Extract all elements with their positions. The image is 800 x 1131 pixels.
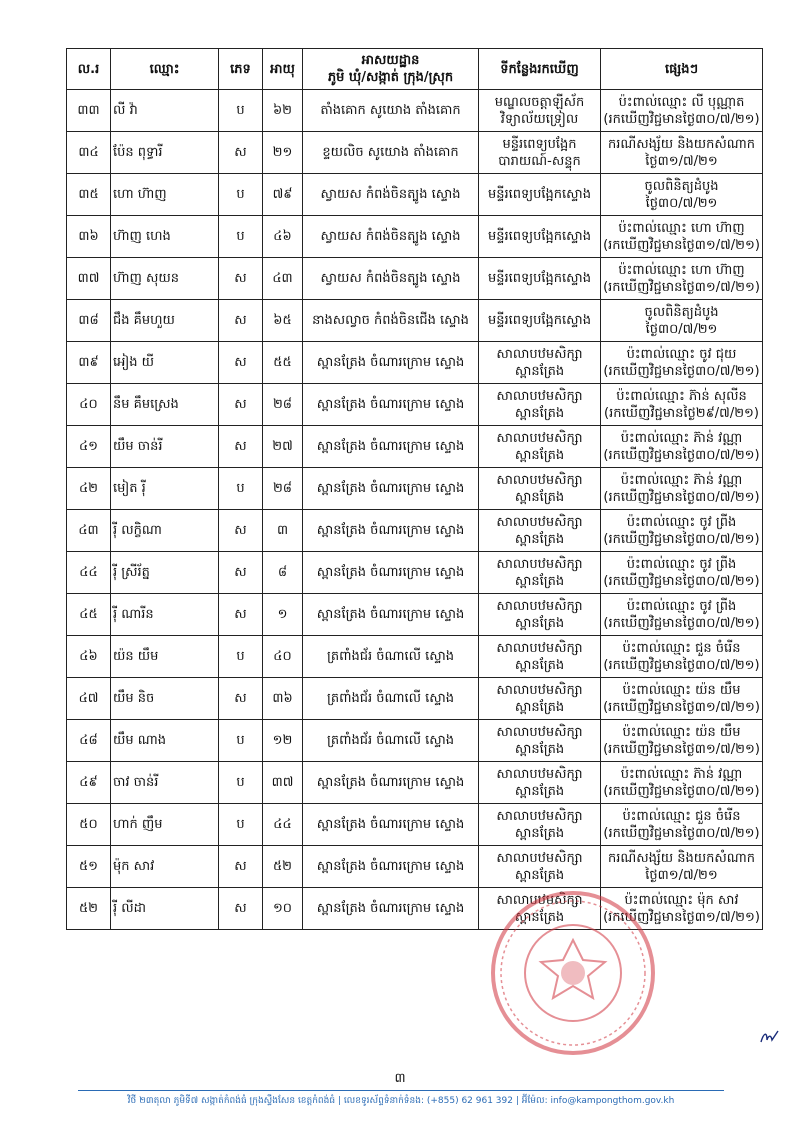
- location-line: ស្ពានត្រែង: [514, 699, 565, 715]
- header-sex: ភេទ: [219, 49, 263, 90]
- note-line: (រកឃើញវិជ្ជមានថ្ងៃ៣១/៧/២១): [603, 741, 760, 757]
- location-line: ស្ពានត្រែង: [514, 783, 565, 799]
- cell-location: [479, 342, 601, 384]
- location-line: ស្ពានត្រែង: [514, 657, 565, 673]
- note-line: (រកឃើញវិជ្ជមានថ្ងៃ៣០/៧/២១): [603, 111, 760, 127]
- official-seal-icon: [488, 888, 658, 1058]
- location-line: មណ្ឌលចត្តាឡីស័ក: [494, 94, 585, 110]
- cell-location: [479, 552, 601, 594]
- cell-name: រ៉ី លក្ខិណា: [111, 510, 219, 552]
- cell-note: [601, 426, 763, 468]
- location-line: សាលាបឋមសិក្សា: [496, 850, 583, 866]
- note-line: ថ្ងៃ៣១/៧/២១: [645, 867, 718, 883]
- cell-address: ស្វាយស កំពង់ចិនត្បូង ស្ទោង: [303, 174, 479, 216]
- cell-address: ត្រពាំងជ័រ ចំណាលើ ស្ទោង: [303, 720, 479, 762]
- note-line: ថ្ងៃ៣០/៧/២១: [645, 321, 718, 337]
- cell-name: ហាក់ ញឹម: [111, 804, 219, 846]
- table-row: [67, 888, 763, 930]
- cell-location: [479, 678, 601, 720]
- cell-age: ៨: [263, 552, 303, 594]
- cell-name: ហោ ហ៊ាញ: [111, 174, 219, 216]
- note-line: ប៉ះពាល់ឈ្មោះ ភ៊ាន់ សុលីន: [616, 388, 747, 404]
- cell-note: [601, 342, 763, 384]
- note-line: ប៉ះពាល់ឈ្មោះ ភ៊ាន់ វណ្ណា: [620, 430, 743, 446]
- location-line: មន្ទីរពេទ្យបង្អែកស្ទោង: [488, 187, 591, 202]
- cell-no: ៥០: [67, 804, 111, 846]
- table-row: [67, 342, 763, 384]
- cell-location: [479, 216, 601, 258]
- cell-location: [479, 468, 601, 510]
- cell-sex: ស: [219, 846, 263, 888]
- cell-sex: ប: [219, 468, 263, 510]
- cell-age: ៤៦: [263, 216, 303, 258]
- cell-no: ៤៧: [67, 678, 111, 720]
- cell-sex: ប: [219, 762, 263, 804]
- cell-sex: ស: [219, 510, 263, 552]
- cell-age: ៣៧: [263, 762, 303, 804]
- table-row: [67, 132, 763, 174]
- cell-no: ៤៥: [67, 594, 111, 636]
- cell-note: [601, 468, 763, 510]
- note-line: (រកឃើញវិជ្ជមានថ្ងៃ៣១/៧/២១): [603, 279, 760, 295]
- footer-divider: [78, 1090, 724, 1091]
- cell-age: ៦២: [263, 90, 303, 132]
- table-row: [67, 762, 763, 804]
- cell-address: ខ្ទយលិច សូយោង តាំងគោក: [303, 132, 479, 174]
- cell-address: ស្ពានត្រែង ចំណារក្រោម ស្ទោង: [303, 804, 479, 846]
- cell-location: [479, 594, 601, 636]
- cell-no: ៣៣: [67, 90, 111, 132]
- location-line: មន្ទីរពេទ្យបង្អែក: [502, 136, 577, 152]
- note-line: ប៉ះពាល់ឈ្មោះ ចូវ ព្រីង: [626, 514, 737, 530]
- cell-name: យឹម ចាន់រី: [111, 426, 219, 468]
- cell-sex: ស: [219, 888, 263, 930]
- cell-name: រ៉ី លីដា: [111, 888, 219, 930]
- location-line: សាលាបឋមសិក្សា: [496, 766, 583, 782]
- location-line: ស្ពានត្រែង: [514, 489, 565, 505]
- cell-sex: ស: [219, 594, 263, 636]
- table-row: [67, 552, 763, 594]
- header-no: ល.រ: [67, 49, 111, 90]
- note-line: ប៉ះពាល់ឈ្មោះ ហោ ហ៊ាញ: [618, 262, 745, 278]
- cell-note: [601, 678, 763, 720]
- cell-age: ២១: [263, 132, 303, 174]
- note-line: ចូលពិនិត្យដំបូង: [644, 178, 719, 194]
- footer-contact: វិថី ២៣តុលា ភូមិទី៧ សង្កាត់កំពង់ធំ ក្រុងស្ទឹងសែន ខេត្តកំពង់ធំ | លេខទូរស័ព្ទទំនាក់ទំនង: (+855) 62 961 392 | អ៊ីម៉ែល: info@kampongthom.gov.kh: [127, 1096, 675, 1106]
- cell-location: [479, 804, 601, 846]
- cell-note: [601, 174, 763, 216]
- cell-name: ហ៊ាញ ហេង: [111, 216, 219, 258]
- cell-address: ស្ពានត្រែង ចំណារក្រោម ស្ទោង: [303, 510, 479, 552]
- cell-location: [479, 762, 601, 804]
- note-line: (រកឃើញវិជ្ជមានថ្ងៃ២៩/៧/២១): [604, 405, 759, 421]
- cell-note: [601, 510, 763, 552]
- cell-name: រ៉ី ស្រីរ័ត្ន: [111, 552, 219, 594]
- cell-age: ២៨: [263, 468, 303, 510]
- note-line: (រកឃើញវិជ្ជមានថ្ងៃ៣១/៧/២១): [603, 909, 760, 925]
- table-row: [67, 720, 763, 762]
- cell-address: ស្ពានត្រែង ចំណារក្រោម ស្ទោង: [303, 762, 479, 804]
- header-address-line1: អាសយដ្ឋាន: [361, 53, 420, 68]
- cell-address: ត្រពាំងជ័រ ចំណាលើ ស្ទោង: [303, 678, 479, 720]
- table-row: [67, 636, 763, 678]
- location-line: ស្ពានត្រែង: [514, 531, 565, 547]
- table-row: [67, 258, 763, 300]
- note-line: (រកឃើញវិជ្ជមានថ្ងៃ៣០/៧/២១): [603, 573, 760, 589]
- note-line: ថ្ងៃ៣០/៧/២១: [645, 195, 718, 211]
- note-line: (រកឃើញវិជ្ជមានថ្ងៃ៣១/៧/២១): [603, 237, 760, 253]
- note-line: ប៉ះពាល់ឈ្មោះ ចូវ ជុយ: [626, 346, 737, 362]
- cell-sex: ប: [219, 804, 263, 846]
- cases-table: [66, 48, 763, 930]
- location-line: សាលាបឋមសិក្សា: [496, 808, 583, 824]
- cell-note: [601, 804, 763, 846]
- note-line: ប៉ះពាល់ឈ្មោះ ម៉ុក សាវ: [624, 892, 739, 908]
- location-line: សាលាបឋមសិក្សា: [496, 346, 583, 362]
- cell-location: [479, 90, 601, 132]
- cell-name: អៀង យី: [111, 342, 219, 384]
- table-row: [67, 594, 763, 636]
- cell-location: [479, 384, 601, 426]
- cell-address: តាំងគោក សូយោង តាំងគោក: [303, 90, 479, 132]
- note-line: (រកឃើញវិជ្ជមានថ្ងៃ៣០/៧/២១): [603, 783, 760, 799]
- cell-address: នាងសល្វាច កំពង់ចិនជើង ស្ទោង: [303, 300, 479, 342]
- cell-sex: ស: [219, 258, 263, 300]
- note-line: (រកឃើញវិជ្ជមានថ្ងៃ៣០/៧/២១): [603, 363, 760, 379]
- cell-note: [601, 300, 763, 342]
- cell-address: ស្វាយស កំពង់ចិនត្បូង ស្ទោង: [303, 216, 479, 258]
- cell-address: ស្ពានត្រែង ចំណារក្រោម ស្ទោង: [303, 552, 479, 594]
- cell-no: ៣៧: [67, 258, 111, 300]
- table-row: [67, 678, 763, 720]
- cell-name: យឹម ណាង: [111, 720, 219, 762]
- cell-age: ៣៦: [263, 678, 303, 720]
- cell-sex: ប: [219, 636, 263, 678]
- note-line: ប៉ះពាល់ឈ្មោះ ភ៊ាន់ វណ្ណា: [620, 472, 743, 488]
- location-line: ស្ពានត្រែង: [514, 363, 565, 379]
- cell-address: ស្ពានត្រែង ចំណារក្រោម ស្ទោង: [303, 384, 479, 426]
- cell-name: មៀត រ៉ី: [111, 468, 219, 510]
- location-line: សាលាបឋមសិក្សា: [496, 472, 583, 488]
- cell-sex: ប: [219, 174, 263, 216]
- note-line: ចូលពិនិត្យដំបូង: [644, 304, 719, 320]
- note-line: ប៉ះពាល់ឈ្មោះ ចូវ ព្រីង: [626, 556, 737, 572]
- cell-address: ស្ពានត្រែង ចំណារក្រោម ស្ទោង: [303, 468, 479, 510]
- cell-name: យ៉ន យឹម: [111, 636, 219, 678]
- cell-name: នឹម គឹមស្រេង: [111, 384, 219, 426]
- cell-age: ១២: [263, 720, 303, 762]
- note-line: ថ្ងៃ៣១/៧/២១: [645, 153, 718, 169]
- cell-name: ម៉ុក សាវ: [111, 846, 219, 888]
- note-line: ករណីសង្ស័យ និងយកសំណាក: [607, 850, 756, 866]
- cell-no: ៣៨: [67, 300, 111, 342]
- cell-note: [601, 132, 763, 174]
- table-row: [67, 846, 763, 888]
- cell-name: ចាវ ចាន់រី: [111, 762, 219, 804]
- cell-no: ៥២: [67, 888, 111, 930]
- location-line: មន្ទីរពេទ្យបង្អែកស្ទោង: [488, 313, 591, 328]
- cell-no: ៣៥: [67, 174, 111, 216]
- cell-address: ស្ពានត្រែង ចំណារក្រោម ស្ទោង: [303, 426, 479, 468]
- cell-sex: ស: [219, 342, 263, 384]
- location-line: សាលាបឋមសិក្សា: [496, 892, 583, 908]
- cell-address: ស្ពានត្រែង ចំណារក្រោម ស្ទោង: [303, 342, 479, 384]
- cell-no: ៤៩: [67, 762, 111, 804]
- cell-address: ស្ពានត្រែង ចំណារក្រោម ស្ទោង: [303, 594, 479, 636]
- location-line: ស្ពានត្រែង: [514, 405, 565, 421]
- cell-sex: ស: [219, 678, 263, 720]
- header-row: [67, 49, 763, 90]
- cell-note: [601, 762, 763, 804]
- cell-location: [479, 132, 601, 174]
- cell-location: [479, 426, 601, 468]
- cell-no: ៥១: [67, 846, 111, 888]
- cell-age: ៤៣: [263, 258, 303, 300]
- note-line: ប៉ះពាល់ឈ្មោះ ចូវ ព្រីង: [626, 598, 737, 614]
- note-line: ប៉ះពាល់ឈ្មោះ ជួន ចំរើន: [622, 808, 741, 824]
- cell-name: យឹម និច: [111, 678, 219, 720]
- cell-sex: ស: [219, 426, 263, 468]
- cell-age: ៧៩: [263, 174, 303, 216]
- cell-name: រ៉ី ណារីន: [111, 594, 219, 636]
- note-line: (រកឃើញវិជ្ជមានថ្ងៃ៣០/៧/២១): [603, 447, 760, 463]
- location-line: សាលាបឋមសិក្សា: [496, 388, 583, 404]
- cell-sex: ស: [219, 384, 263, 426]
- cell-age: ១០: [263, 888, 303, 930]
- location-line: មន្ទីរពេទ្យបង្អែកស្ទោង: [488, 271, 591, 286]
- location-line: ស្ពានត្រែង: [514, 615, 565, 631]
- location-line: ស្ពានត្រែង: [514, 825, 565, 841]
- cell-note: [601, 216, 763, 258]
- cell-note: [601, 846, 763, 888]
- cell-location: [479, 846, 601, 888]
- note-line: (រកឃើញវិជ្ជមានថ្ងៃ៣០/៧/២១): [603, 615, 760, 631]
- cell-sex: ប: [219, 90, 263, 132]
- note-line: (រកឃើញវិជ្ជមានថ្ងៃ៣១/៧/២១): [603, 699, 760, 715]
- table-row: [67, 174, 763, 216]
- note-line: ករណីសង្ស័យ និងយកសំណាក: [607, 136, 756, 152]
- location-line: សាលាបឋមសិក្សា: [496, 724, 583, 740]
- cell-age: ៥៥: [263, 342, 303, 384]
- cell-location: [479, 636, 601, 678]
- cell-address: ត្រពាំងជ័រ ចំណាលើ ស្ទោង: [303, 636, 479, 678]
- location-line: សាលាបឋមសិក្សា: [496, 556, 583, 572]
- cell-no: ៤៤: [67, 552, 111, 594]
- cell-location: [479, 300, 601, 342]
- cell-sex: ស: [219, 552, 263, 594]
- table-body: [67, 90, 763, 930]
- cell-note: [601, 594, 763, 636]
- note-line: ប៉ះពាល់ឈ្មោះ ហោ ហ៊ាញ: [618, 220, 745, 236]
- location-line: បារាយណ៍-សន្ទុក: [498, 153, 581, 169]
- cell-age: ៤០: [263, 636, 303, 678]
- note-line: ប៉ះពាល់ឈ្មោះ ភ៊ាន់ វណ្ណា: [620, 766, 743, 782]
- note-line: ប៉ះពាល់ឈ្មោះ ជួន ចំរើន: [622, 640, 741, 656]
- header-age: អាយុ: [263, 49, 303, 90]
- location-line: ស្ពានត្រែង: [514, 447, 565, 463]
- location-line: ស្ពានត្រែង: [514, 741, 565, 757]
- cell-sex: ប: [219, 720, 263, 762]
- header-address-line2: ភូមិ ឃុំ/សង្កាត់ ក្រុង/ស្រុក: [327, 70, 454, 85]
- cell-name: លី វ៉ា: [111, 90, 219, 132]
- table-row: [67, 300, 763, 342]
- table-row: [67, 510, 763, 552]
- location-line: សាលាបឋមសិក្សា: [496, 598, 583, 614]
- cell-note: [601, 720, 763, 762]
- cell-no: ៤៨: [67, 720, 111, 762]
- cell-no: ៤២: [67, 468, 111, 510]
- cell-location: [479, 174, 601, 216]
- location-line: សាលាបឋមសិក្សា: [496, 430, 583, 446]
- location-line: សាលាបឋមសិក្សា: [496, 682, 583, 698]
- cell-address: ស្ពានត្រែង ចំណារក្រោម ស្ទោង: [303, 888, 479, 930]
- cell-age: ២៧: [263, 426, 303, 468]
- cell-no: ៣៦: [67, 216, 111, 258]
- cell-location: [479, 720, 601, 762]
- location-line: សាលាបឋមសិក្សា: [496, 640, 583, 656]
- location-line: សាលាបឋមសិក្សា: [496, 514, 583, 530]
- cell-note: [601, 636, 763, 678]
- note-line: (រកឃើញវិជ្ជមានថ្ងៃ៣០/៧/២១): [603, 657, 760, 673]
- cell-age: ៦៥: [263, 300, 303, 342]
- location-line: វិទ្យាល័យទ្រៀល: [500, 111, 579, 127]
- cell-no: ៤១: [67, 426, 111, 468]
- page-number: ៣: [394, 1071, 406, 1086]
- table-row: [67, 90, 763, 132]
- cell-no: ៣៤: [67, 132, 111, 174]
- cell-sex: ស: [219, 132, 263, 174]
- cell-note: [601, 90, 763, 132]
- cell-name: ជឹង គឹមហួយ: [111, 300, 219, 342]
- header-location: ទីកន្លែងរកឃើញ: [479, 49, 601, 90]
- header-note: ផ្សេងៗ: [601, 49, 763, 90]
- location-line: មន្ទីរពេទ្យបង្អែកស្ទោង: [488, 229, 591, 244]
- note-line: (រកឃើញវិជ្ជមានថ្ងៃ៣០/៧/២១): [603, 489, 760, 505]
- cell-no: ៤៦: [67, 636, 111, 678]
- signature-icon: [758, 1028, 786, 1046]
- cell-location: [479, 258, 601, 300]
- cell-location: [479, 510, 601, 552]
- table-row: [67, 426, 763, 468]
- table-row: [67, 384, 763, 426]
- note-line: ប៉ះពាល់ឈ្មោះ លី បុណ្ណាត: [618, 94, 745, 110]
- header-name: ឈ្មោះ: [111, 49, 219, 90]
- cell-age: ៣: [263, 510, 303, 552]
- cell-no: ៤៣: [67, 510, 111, 552]
- cell-note: [601, 258, 763, 300]
- note-line: ប៉ះពាល់ឈ្មោះ យ៉ន យឹម: [622, 724, 741, 740]
- cell-note: [601, 384, 763, 426]
- table-row: [67, 804, 763, 846]
- note-line: ប៉ះពាល់ឈ្មោះ យ៉ន យឹម: [622, 682, 741, 698]
- cell-age: ៤៤: [263, 804, 303, 846]
- table-row: [67, 216, 763, 258]
- cell-name: ប៉ែន ពុទ្ធារី: [111, 132, 219, 174]
- note-line: (រកឃើញវិជ្ជមានថ្ងៃ៣០/៧/២១): [603, 531, 760, 547]
- location-line: ស្ពានត្រែង: [514, 867, 565, 883]
- cell-sex: ប: [219, 216, 263, 258]
- cell-address: ស្ពានត្រែង ចំណារក្រោម ស្ទោង: [303, 846, 479, 888]
- cell-name: ហ៊ាញ សុយន: [111, 258, 219, 300]
- note-line: (រកឃើញវិជ្ជមានថ្ងៃ៣០/៧/២១): [603, 825, 760, 841]
- cell-age: ៥២: [263, 846, 303, 888]
- cell-note: [601, 552, 763, 594]
- cell-no: ៣៩: [67, 342, 111, 384]
- header-address: [303, 49, 479, 90]
- cell-sex: ស: [219, 300, 263, 342]
- cell-age: ២៨: [263, 384, 303, 426]
- table-row: [67, 468, 763, 510]
- location-line: ស្ពានត្រែង: [514, 909, 565, 925]
- location-line: ស្ពានត្រែង: [514, 573, 565, 589]
- cell-address: ស្វាយស កំពង់ចិនត្បូង ស្ទោង: [303, 258, 479, 300]
- cell-age: ១: [263, 594, 303, 636]
- cell-no: ៤០: [67, 384, 111, 426]
